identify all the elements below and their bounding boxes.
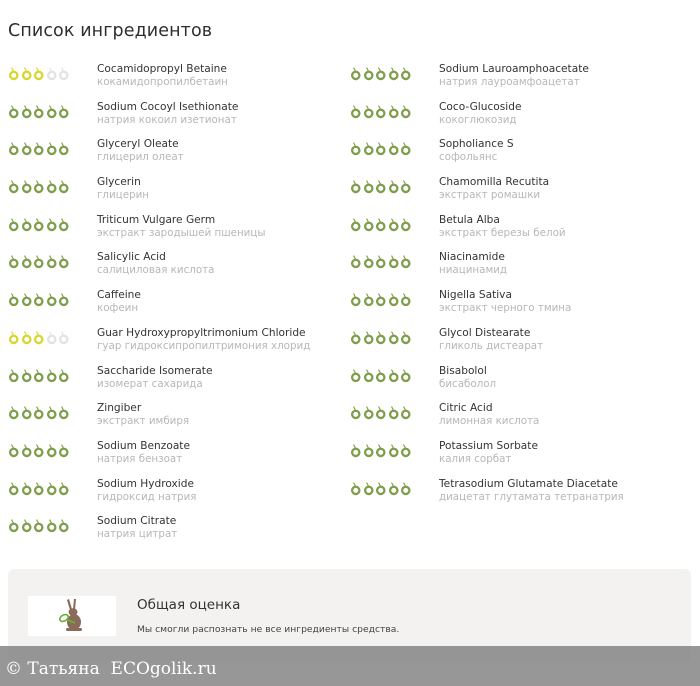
- ingredient-name[interactable]: Nigella Sativa: [439, 289, 512, 302]
- ingredient-names: [97, 402, 189, 428]
- rating-apples: [350, 291, 412, 307]
- apple-filled-icon: [21, 404, 33, 420]
- ingredient-row[interactable]: [8, 439, 348, 477]
- ingredient-row[interactable]: [350, 137, 695, 175]
- ingredient-name[interactable]: Citric Acid: [439, 402, 493, 415]
- rating-apples: [8, 103, 70, 119]
- ingredient-name[interactable]: Sopholiance S: [439, 138, 514, 151]
- ingredient-name-ru: лимонная кислота: [439, 415, 540, 428]
- apple-filled-icon: [58, 216, 70, 232]
- ingredient-row[interactable]: [350, 364, 695, 402]
- ingredient-name-ru: гуар гидроксипропилтримония хлорид: [97, 339, 311, 352]
- ingredient-name-ru: софольянс: [439, 151, 498, 164]
- apple-filled-icon: [46, 140, 58, 156]
- ingredient-name[interactable]: Betula Alba: [439, 213, 500, 226]
- apple-filled-icon: [58, 253, 70, 269]
- apple-filled-icon: [58, 442, 70, 458]
- apple-filled-icon: [350, 216, 362, 232]
- ingredient-name-ru: диацетат глутамата тетранатрия: [439, 490, 624, 503]
- ingredient-name[interactable]: Guar Hydroxypropyltrimonium Chloride: [97, 326, 306, 339]
- apple-filled-icon: [400, 291, 412, 307]
- ingredient-names: [439, 327, 543, 353]
- ingredient-name-ru: натрия кокоил изетионат: [97, 113, 237, 126]
- rating-apples: [350, 216, 412, 232]
- ingredients-column-left: [8, 62, 348, 552]
- rating-apples: [350, 404, 412, 420]
- ingredient-name[interactable]: Salicylic Acid: [97, 251, 166, 264]
- apple-filled-icon: [363, 140, 375, 156]
- ingredient-name[interactable]: Sodium Hydroxide: [97, 477, 194, 490]
- ingredient-name-ru: глицерил олеат: [97, 151, 184, 164]
- ingredient-names: [97, 176, 149, 202]
- rating-apples: [8, 367, 70, 383]
- ingredient-name-ru: экстракт зародышей пшеницы: [97, 226, 266, 239]
- summary-logo: [28, 596, 116, 636]
- ingredient-names: [97, 365, 212, 391]
- ingredient-name[interactable]: Zingiber: [97, 402, 142, 415]
- ingredient-name[interactable]: Tetrasodium Glutamate Diacetate: [439, 477, 618, 490]
- apple-filled-icon: [400, 480, 412, 496]
- apple-filled-icon: [8, 367, 20, 383]
- rating-apples: [350, 178, 412, 194]
- apple-filled-icon: [388, 480, 400, 496]
- ingredient-name[interactable]: Glycerin: [97, 176, 141, 189]
- apple-filled-icon: [363, 65, 375, 81]
- apple-filled-icon: [21, 65, 33, 81]
- ingredient-row[interactable]: [350, 62, 695, 100]
- ingredient-names: [97, 289, 141, 315]
- ingredient-row[interactable]: [350, 250, 695, 288]
- apple-filled-icon: [21, 216, 33, 232]
- watermark-text: © Татьяна ECOgolik.ru: [5, 659, 217, 679]
- apple-filled-icon: [388, 103, 400, 119]
- apple-filled-icon: [8, 65, 20, 81]
- rating-apples: [8, 404, 70, 420]
- apple-filled-icon: [8, 517, 20, 533]
- ingredient-row[interactable]: [350, 326, 695, 364]
- ingredient-row[interactable]: [8, 326, 348, 364]
- apple-filled-icon: [350, 442, 362, 458]
- apple-filled-icon: [388, 253, 400, 269]
- ingredient-name-ru: натрия цитрат: [97, 528, 178, 541]
- ingredient-name-ru: салициловая кислота: [97, 264, 215, 277]
- ingredient-names: [439, 251, 507, 277]
- apple-filled-icon: [58, 178, 70, 194]
- ingredient-names: [97, 251, 214, 277]
- apple-filled-icon: [46, 442, 58, 458]
- watermark-overlay: [0, 646, 700, 686]
- apple-filled-icon: [21, 329, 33, 345]
- ingredient-row[interactable]: [8, 514, 348, 552]
- ingredient-row[interactable]: [8, 213, 348, 251]
- apple-filled-icon: [33, 517, 45, 533]
- apple-filled-icon: [8, 140, 20, 156]
- ingredient-row[interactable]: [350, 477, 695, 515]
- ingredient-row[interactable]: [350, 401, 695, 439]
- apple-filled-icon: [350, 178, 362, 194]
- ingredient-name[interactable]: Potassium Sorbate: [439, 439, 538, 452]
- rating-apples: [8, 329, 70, 345]
- apple-filled-icon: [375, 480, 387, 496]
- ingredient-name[interactable]: Caffeine: [97, 289, 141, 302]
- rating-apples: [8, 442, 70, 458]
- apple-filled-icon: [363, 216, 375, 232]
- apple-filled-icon: [33, 178, 45, 194]
- apple-filled-icon: [388, 178, 400, 194]
- apple-filled-icon: [58, 103, 70, 119]
- summary-title: Общая оценка: [137, 597, 241, 613]
- apple-filled-icon: [21, 517, 33, 533]
- apple-filled-icon: [58, 404, 70, 420]
- apple-filled-icon: [21, 103, 33, 119]
- apple-filled-icon: [8, 216, 20, 232]
- apple-filled-icon: [21, 140, 33, 156]
- apple-filled-icon: [375, 65, 387, 81]
- ingredient-row[interactable]: [8, 364, 348, 402]
- apple-filled-icon: [350, 329, 362, 345]
- apple-filled-icon: [21, 178, 33, 194]
- rating-apples: [8, 480, 70, 496]
- apple-filled-icon: [33, 404, 45, 420]
- apple-filled-icon: [33, 291, 45, 307]
- apple-filled-icon: [388, 329, 400, 345]
- apple-filled-icon: [388, 216, 400, 232]
- apple-filled-icon: [375, 367, 387, 383]
- apple-filled-icon: [400, 404, 412, 420]
- ingredient-name-ru: натрия бензоат: [97, 452, 183, 465]
- ingredient-name[interactable]: Sodium Citrate: [97, 515, 177, 528]
- ingredient-names: [439, 365, 496, 391]
- ingredient-names: [97, 478, 197, 504]
- ingredient-name[interactable]: Triticum Vulgare Germ: [97, 213, 216, 226]
- apple-filled-icon: [350, 140, 362, 156]
- apple-filled-icon: [375, 216, 387, 232]
- apple-filled-icon: [350, 404, 362, 420]
- apple-filled-icon: [58, 367, 70, 383]
- ingredient-names: [97, 63, 228, 89]
- apple-filled-icon: [21, 291, 33, 307]
- apple-filled-icon: [46, 517, 58, 533]
- ingredient-name[interactable]: Coco-Glucoside: [439, 100, 522, 113]
- apple-filled-icon: [8, 329, 20, 345]
- ingredient-name[interactable]: Bisabolol: [439, 364, 487, 377]
- rating-apples: [350, 140, 412, 156]
- apple-filled-icon: [400, 178, 412, 194]
- ingredient-row[interactable]: [8, 62, 348, 100]
- apple-filled-icon: [388, 291, 400, 307]
- apple-filled-icon: [21, 480, 33, 496]
- ingredient-row[interactable]: [8, 477, 348, 515]
- apple-filled-icon: [388, 404, 400, 420]
- apple-filled-icon: [33, 480, 45, 496]
- apple-filled-icon: [375, 329, 387, 345]
- ingredient-name[interactable]: Chamomilla Recutita: [439, 176, 550, 189]
- apple-filled-icon: [33, 103, 45, 119]
- apple-filled-icon: [400, 103, 412, 119]
- apple-filled-icon: [400, 253, 412, 269]
- rating-apples: [350, 329, 412, 345]
- apple-filled-icon: [375, 140, 387, 156]
- ingredient-name-ru: кокамидопропилбетаин: [97, 76, 228, 88]
- rating-apples: [350, 367, 412, 383]
- apple-empty-icon: [46, 329, 58, 345]
- ingredient-name-ru: натрия лауроамфоацетат: [439, 76, 580, 88]
- ingredient-names: [439, 214, 566, 240]
- ingredient-row[interactable]: [350, 175, 695, 213]
- apple-filled-icon: [350, 253, 362, 269]
- ingredient-name-ru: гликоль дистеарат: [439, 339, 544, 352]
- rating-apples: [350, 103, 412, 119]
- apple-filled-icon: [400, 216, 412, 232]
- apple-filled-icon: [400, 65, 412, 81]
- apple-filled-icon: [388, 367, 400, 383]
- apple-filled-icon: [363, 253, 375, 269]
- apple-filled-icon: [8, 480, 20, 496]
- apple-filled-icon: [350, 103, 362, 119]
- apple-filled-icon: [46, 480, 58, 496]
- ingredient-row[interactable]: [8, 288, 348, 326]
- apple-filled-icon: [363, 329, 375, 345]
- ingredient-name[interactable]: Glycol Distearate: [439, 326, 531, 339]
- apple-filled-icon: [8, 178, 20, 194]
- apple-filled-icon: [363, 367, 375, 383]
- apple-filled-icon: [388, 140, 400, 156]
- apple-filled-icon: [375, 404, 387, 420]
- ingredient-name-ru: экстракт имбиря: [97, 415, 190, 428]
- rabbit-magnifier-icon: [55, 598, 89, 634]
- apple-filled-icon: [21, 253, 33, 269]
- ingredient-name[interactable]: Glyceryl Oleate: [97, 138, 179, 151]
- apple-filled-icon: [375, 253, 387, 269]
- apple-filled-icon: [46, 404, 58, 420]
- rating-apples: [8, 253, 70, 269]
- ingredient-row[interactable]: [8, 100, 348, 138]
- rating-apples: [8, 178, 70, 194]
- rating-apples: [350, 253, 412, 269]
- apple-filled-icon: [46, 103, 58, 119]
- apple-filled-icon: [46, 291, 58, 307]
- page-title: Список ингредиентов: [8, 21, 213, 41]
- apple-empty-icon: [58, 65, 70, 81]
- ingredient-name-ru: ниацинамид: [439, 264, 508, 277]
- apple-empty-icon: [58, 329, 70, 345]
- apple-filled-icon: [33, 329, 45, 345]
- ingredient-names: [439, 289, 571, 315]
- apple-filled-icon: [363, 480, 375, 496]
- ingredient-row[interactable]: [8, 401, 348, 439]
- apple-filled-icon: [388, 442, 400, 458]
- apple-filled-icon: [350, 480, 362, 496]
- apple-filled-icon: [33, 65, 45, 81]
- ingredient-names: [439, 478, 624, 504]
- apple-filled-icon: [375, 442, 387, 458]
- ingredient-names: [97, 214, 266, 240]
- apple-filled-icon: [21, 442, 33, 458]
- ingredient-name-ru: калия сорбат: [439, 452, 512, 465]
- ingredient-names: [97, 138, 184, 164]
- ingredient-row[interactable]: [350, 439, 695, 477]
- rating-apples: [8, 291, 70, 307]
- ingredient-names: [97, 101, 238, 127]
- apple-filled-icon: [58, 140, 70, 156]
- apple-filled-icon: [33, 253, 45, 269]
- apple-filled-icon: [46, 178, 58, 194]
- ingredient-name-ru: кофеин: [97, 302, 139, 315]
- apple-filled-icon: [58, 517, 70, 533]
- ingredient-names: [439, 63, 589, 89]
- apple-filled-icon: [58, 480, 70, 496]
- ingredient-names: [439, 176, 549, 202]
- ingredient-name[interactable]: Cocamidopropyl Betaine: [97, 63, 227, 75]
- ingredient-name-ru: изомерат сахарида: [97, 377, 203, 390]
- apple-filled-icon: [33, 216, 45, 232]
- apple-filled-icon: [375, 103, 387, 119]
- ingredient-name-ru: экстракт березы белой: [439, 226, 566, 239]
- apple-filled-icon: [46, 367, 58, 383]
- apple-filled-icon: [8, 103, 20, 119]
- ingredient-name-ru: гидроксид натрия: [97, 490, 197, 503]
- ingredient-name-ru: экстракт черного тмина: [439, 302, 572, 315]
- rating-apples: [350, 65, 412, 81]
- rating-apples: [8, 140, 70, 156]
- ingredient-name-ru: экстракт ромашки: [439, 189, 541, 202]
- ingredient-name[interactable]: Sodium Benzoate: [97, 439, 190, 452]
- apple-filled-icon: [363, 291, 375, 307]
- ingredient-name[interactable]: Sodium Cocoyl Isethionate: [97, 100, 239, 113]
- apple-filled-icon: [33, 367, 45, 383]
- apple-filled-icon: [363, 404, 375, 420]
- ingredient-name-ru: бисаболол: [439, 377, 497, 390]
- apple-filled-icon: [400, 442, 412, 458]
- ingredient-row[interactable]: [8, 137, 348, 175]
- apple-filled-icon: [33, 442, 45, 458]
- ingredient-row[interactable]: [350, 288, 695, 326]
- apple-filled-icon: [8, 442, 20, 458]
- ingredient-row[interactable]: [350, 213, 695, 251]
- apple-filled-icon: [375, 291, 387, 307]
- summary-text: Мы смогли распознать не все ингредиенты средства.: [137, 624, 400, 635]
- apple-filled-icon: [375, 178, 387, 194]
- apple-filled-icon: [46, 253, 58, 269]
- apple-filled-icon: [8, 291, 20, 307]
- apple-filled-icon: [363, 442, 375, 458]
- ingredient-names: [439, 101, 521, 127]
- apple-filled-icon: [363, 178, 375, 194]
- rating-apples: [350, 480, 412, 496]
- apple-filled-icon: [400, 367, 412, 383]
- apple-filled-icon: [21, 367, 33, 383]
- ingredient-names: [97, 515, 177, 541]
- apple-filled-icon: [363, 103, 375, 119]
- apple-filled-icon: [8, 253, 20, 269]
- ingredient-name-ru: кокоглюкозид: [439, 113, 517, 126]
- rating-apples: [350, 442, 412, 458]
- apple-filled-icon: [350, 65, 362, 81]
- rating-apples: [8, 216, 70, 232]
- apple-filled-icon: [400, 329, 412, 345]
- apple-filled-icon: [350, 291, 362, 307]
- ingredient-name[interactable]: Sodium Lauroamphoacetate: [439, 63, 589, 75]
- apple-filled-icon: [350, 367, 362, 383]
- ingredient-names: [439, 402, 539, 428]
- apple-filled-icon: [400, 140, 412, 156]
- ingredient-names: [439, 138, 514, 164]
- ingredient-name-ru: глицерин: [97, 189, 149, 202]
- apple-filled-icon: [33, 140, 45, 156]
- ingredient-row[interactable]: [8, 175, 348, 213]
- rating-apples: [8, 65, 70, 81]
- apple-filled-icon: [58, 291, 70, 307]
- ingredients-column-right: [350, 62, 695, 514]
- apple-filled-icon: [8, 404, 20, 420]
- ingredient-row[interactable]: [8, 250, 348, 288]
- rating-apples: [8, 517, 70, 533]
- apple-empty-icon: [46, 65, 58, 81]
- ingredient-names: [97, 440, 190, 466]
- apple-filled-icon: [46, 216, 58, 232]
- ingredient-names: [97, 327, 310, 353]
- ingredient-row[interactable]: [350, 100, 695, 138]
- apple-filled-icon: [388, 65, 400, 81]
- ingredient-name[interactable]: Niacinamide: [439, 251, 505, 264]
- ingredient-names: [439, 440, 538, 466]
- ingredient-name[interactable]: Saccharide Isomerate: [97, 364, 213, 377]
